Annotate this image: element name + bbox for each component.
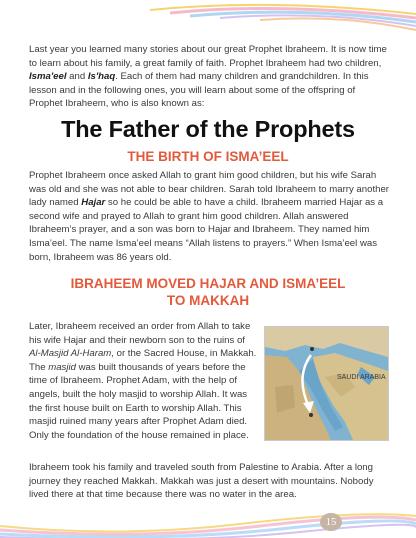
ishaq-term: Is'haq bbox=[87, 71, 116, 83]
masjid-term: masjid bbox=[48, 361, 76, 373]
bottom-rainbow-swoosh bbox=[0, 498, 416, 538]
page-title: The Father of the Prophets bbox=[61, 116, 355, 142]
intro-paragraph: Last year you learned many stories about our great Prophet Ibraheem. It is now time to learn about his family, a great family of faith. Prophet Ibraheem had two children, Isma'eel and Is'haq. Each of them had many children and grandchildren. In this lesson and in the following ones, you will learn about some of the offspring of Prophet Ibraheem, who is also known as: bbox=[29, 44, 387, 110]
page-number-badge bbox=[320, 513, 342, 531]
arabia-map-image bbox=[264, 326, 389, 441]
ismaeel-term: Isma'eel bbox=[29, 71, 67, 83]
masjid-haram-term: Al-Masjid Al-Haram bbox=[29, 348, 112, 360]
map-label-saudi-arabia: SAUDI ARABIA bbox=[337, 374, 386, 381]
section-heading-makkah: IBRAHEEM MOVED HAJAR AND ISMA’EEL TO MAKKAH bbox=[70, 276, 346, 308]
makkah-paragraph: Later, Ibraheem received an order from Allah to take his wife Hajar and their newborn son to the ruins of Al-Masjid Al-Haram, or the Sacred House, in Makkah. The masjid was built thousands of years before the time of Ibraheem. Prophet Adam, with the help of angels, built the holy masjid to worship Allah. It was the first house built on Earth to worship Allah. This masjid ruined many years after Prophet Adam died. Only the foundation of the house remained in place. bbox=[29, 321, 257, 441]
top-rainbow-swoosh bbox=[0, 0, 416, 40]
birth-paragraph: Prophet Ibraheem once asked Allah to grant him good children, but his wife Sarah was old and she was not able to bear children. Sarah told Ibraheem to marry another lady named Hajar so he could be able to have a child. Ibraheem married Hajar as a second wife and prayed to Allah to grant him good children. Allah answered Ibraheem’s prayer, and a son was born to Hajar and Ibraheem. They named him Isma’eel. The name Isma’eel means “Allah listens to prayers.” When Isma’eel was born, Ibraheem was 86 years old. bbox=[29, 170, 389, 263]
hajar-term: Hajar bbox=[81, 197, 106, 209]
section-heading-birth: THE BIRTH OF ISMA’EEL bbox=[127, 149, 289, 164]
page-number: 15 bbox=[325, 516, 337, 528]
travel-paragraph: Ibraheem took his family and traveled south from Palestine to Arabia. After a long journey they reached Makkah. Makkah was just a desert with mountains. Nobody lived there at that time because there was no water in the area. bbox=[29, 462, 374, 501]
